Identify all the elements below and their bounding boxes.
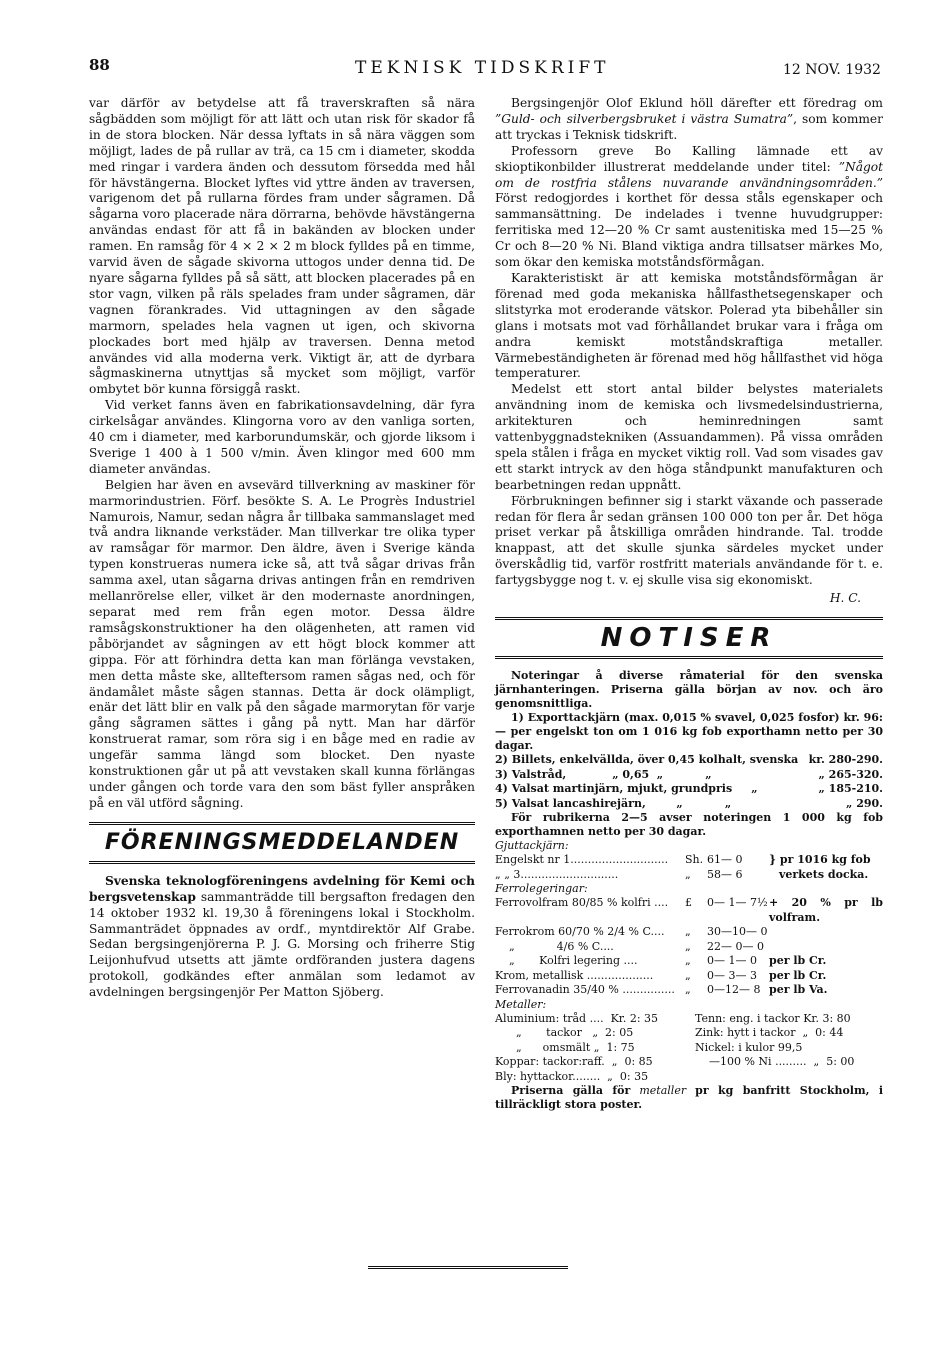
final-note-italic: metaller bbox=[639, 1084, 687, 1097]
table-row bbox=[495, 768, 883, 783]
cell-note: per lb Cr. bbox=[769, 968, 827, 982]
cell-value: 0—12— 8 bbox=[707, 983, 761, 996]
text: Först redogjordes i korthet för dessa ståls egenskaper och sammansättning. De indelades i tvenne huvudgrupper: ferritiska med 12—20 % Cr samt austenitiska med 15—25 % Cr och 8—20 % Ni. Bland viktiga andra tillsatser märkes Mo, som ökar den kemiska motståndsförmågan. bbox=[495, 191, 883, 270]
paragraph: Förbrukningen befinner sig i starkt växande och passerade redan för flera år sedan gränsen 100 000 ton per år. Det höga priset verkar på åtskilliga områden hindrande. Tal. trodde knappast, att det skulle sjunka särdeles mycket under överskådlig tid, varför rostfritt materials användande för t. e. fartygsbygge nog t. v. ej skulle visa sig ekonomiskt. bbox=[495, 493, 883, 588]
final-note-bold: Priserna gälla för bbox=[511, 1084, 631, 1097]
lecture-title: ”Något om de rostfria stålens nuvarande användningsområden.” bbox=[495, 159, 883, 190]
section-title: NOTISER bbox=[600, 623, 778, 653]
association-body: sammanträdde till bergsafton fredagen den 14 oktober 1932 kl. 19,30 å föreningens lokal i Stockholm. Sammanträdet öppnades av ordf., myntdirektör Alf Grabe. Sedan bergsingenjörerna P. J. G. Morsing och friherre Stig Leijonhufvud utsetts att jämte ordföranden justera dagens protokoll, godkändes efter anmälan som ledamot av avdelningen bergsingenjör Per Matton Sjöberg. bbox=[89, 889, 476, 1000]
journal-title: TEKNISK TIDSKRIFT bbox=[355, 58, 610, 78]
metaller-table bbox=[495, 1012, 883, 1085]
paragraph bbox=[495, 144, 883, 271]
signature: H. C. bbox=[829, 591, 861, 606]
cell-note: verkets docka. bbox=[779, 867, 869, 881]
table-row bbox=[495, 940, 883, 955]
cell-name: „ Kolfri legering .... bbox=[495, 954, 638, 967]
notiser-intro bbox=[495, 669, 883, 711]
cell-price: kr. 280-290. bbox=[808, 753, 883, 766]
table-row bbox=[495, 1041, 883, 1056]
cell-name: Ferrokrom 60/70 % 2/4 % C.... bbox=[495, 925, 665, 938]
section-header-foreningsmeddelanden bbox=[89, 822, 475, 864]
cell-note: } pr 1016 kg fob bbox=[769, 853, 871, 866]
cell-unit: „ bbox=[685, 939, 691, 953]
notiser-lead: Noteringar å diverse råmaterial för den svenska järnhanteringen. bbox=[495, 669, 883, 696]
cell-left: Koppar: tackor:raff. „ 0: 85 bbox=[495, 1055, 653, 1068]
issue-date: 12 NOV. 1932 bbox=[783, 62, 881, 78]
table-row bbox=[495, 1055, 883, 1070]
cell-value: 61— 0 bbox=[707, 853, 743, 866]
cell-price: „ 185-210. bbox=[818, 782, 883, 795]
cell-right bbox=[695, 1070, 883, 1085]
subhead-ferrolegeringar: Ferrolegeringar: bbox=[495, 882, 588, 895]
notiser-intro-text: Priserna gälla början av nov. och äro genomsnittliga. bbox=[495, 683, 884, 710]
cell-note bbox=[769, 925, 883, 940]
page-number: 88 bbox=[89, 56, 110, 74]
lecture-title: ”Guld- och silverbergsbruket i västra Sumatra” bbox=[495, 111, 794, 126]
cell-unit: Sh. bbox=[685, 853, 704, 866]
paragraph bbox=[495, 96, 883, 144]
cell-note: + 20 % pr lb volfram. bbox=[769, 896, 883, 924]
cell-name: Ferrovanadin 35/40 % ............... bbox=[495, 983, 675, 996]
cell-name: „ 4/6 % C.... bbox=[495, 939, 614, 953]
cell-name: Ferrovolfram 80/85 % kolfri .... bbox=[495, 896, 669, 909]
cell-name: Engelskt nr 1............................ bbox=[495, 853, 669, 866]
cell-unit: „ bbox=[685, 867, 691, 881]
cell-right: Tenn: eng. i tackor Kr. 3: 80 bbox=[695, 1011, 851, 1025]
price-list bbox=[495, 753, 883, 811]
cell-value: 0— 3— 3 bbox=[707, 968, 757, 982]
cell-note bbox=[769, 940, 883, 955]
table-row bbox=[495, 1070, 883, 1085]
final-note-rest: pr kg banfritt Stockholm, i tillräckligt stora poster. bbox=[495, 1084, 884, 1111]
cell-value: 0— 1— 0 bbox=[707, 954, 757, 967]
paragraph: Vid verket fanns även en fabrikationsavdelning, där fyra cirkelsågar användes. Klingorna voro av den vanliga sorten, 40 cm i diameter, med karborundumskär, och gjorde liksom i Sverige 1 400 à 1 500 v/min. Även klingor med 600 mm diameter användas. bbox=[89, 398, 475, 476]
price-item-1: 1) Exporttackjärn (max. 0,015 % svavel, 0,025 fosfor) kr. 96:— per engelskt ton om 1 016 kg fob exporthamn netto per 30 dagar. bbox=[495, 711, 883, 752]
association-lead: Svenska teknologföreningens avdelning för Kemi och bergsvetenskap bbox=[89, 873, 475, 904]
cell-name: Krom, metallisk ................... bbox=[495, 968, 654, 982]
table-row bbox=[495, 797, 883, 812]
cell-value: 0— 1— 7½ bbox=[707, 896, 768, 909]
cell-left: Bly: hyttackor........ „ 0: 35 bbox=[495, 1069, 649, 1083]
section-title: FÖRENINGSMEDDELANDEN bbox=[104, 829, 460, 855]
final-note bbox=[495, 1084, 883, 1112]
cell-right: Nickel: i kulor 99,5 bbox=[695, 1040, 803, 1054]
table-row bbox=[495, 896, 883, 925]
cell-left: „ tackor „ 2: 05 bbox=[495, 1026, 634, 1039]
table-row bbox=[495, 925, 883, 940]
paragraph: var därför av betydelse att få traverskraften så nära sågbädden som möjligt för att lätt och utan risk för skador få in de stora blocken. När dessa lyftats in så nära väggen som möjligt, lades de på rullar av trä, ca 15 cm i diameter, skodda med ringar i vardera änden och dessutom försedda med hål för hävstängerna. Blocket lyftes vid yttre änden av traversen, varigenom det på rullarna fördes fram under sågramen. Då sågarna voro placerade nära dörrarna, behövde hävstängerna användas endast för att få in bakänden av blocken under ramen. En ramsåg för 4 × 2 × 2 m block fylldes på en timme, varvid även de sågade skivorna uttogos under denna tid. De nyare sågarna fylldes på så sätt, att blocken placerades på en stor vagn, vilken på räls spelades fram under sågramen, där vagnen förankrades. Vid uttagningen av den sågade marmorn, spelades hela vagnen ut igen, och skivorna plockades bort med hjälp av traversen. Denna metod användes vid alla moderna verk. Viktigt är, att de dyrbara sågmaskinerna utnyttjas så mycket som möjligt, varför ombytet bör kunna försiggå raskt. bbox=[89, 96, 475, 397]
table-row bbox=[495, 853, 883, 868]
text: Bergsingenjör Olof Eklund höll därefter ett föredrag om bbox=[511, 96, 883, 110]
right-column bbox=[495, 96, 883, 1112]
paragraph: Medelst ett stort antal bilder belystes materialets användning inom de kemiska och livsmedelsindustrierna, arkitekturen och heminredningen samt vattenbyggnadstekniken (Assuandammen). På vissa områden spela stålen i fråga en mycket viktig roll. Vad som visades gav ett starkt intryck av den höga ståndpunkt manufakturen och bearbetningen redan uppnått. bbox=[495, 382, 883, 492]
cell-note: per lb Cr. bbox=[769, 954, 827, 967]
cell-right: —100 % Ni ......... „ 5: 00 bbox=[695, 1055, 855, 1068]
cell-label: 3) Valstråd, „ 0,65 „ „ bbox=[495, 767, 712, 781]
text: , som kommer att tryckas i Teknisk tidskrift. bbox=[495, 111, 883, 142]
left-column bbox=[89, 96, 475, 1001]
table-row bbox=[495, 753, 883, 768]
cell-unit: „ bbox=[685, 925, 691, 938]
cell-unit: „ bbox=[685, 954, 691, 967]
gjuttackjarn-table bbox=[495, 853, 883, 882]
subhead-gjuttackjarn: Gjuttackjärn: bbox=[495, 839, 569, 852]
cell-name: „ „ 3............................ bbox=[495, 867, 619, 881]
ferrolegeringar-table bbox=[495, 896, 883, 998]
bottom-rule bbox=[368, 1266, 568, 1269]
cell-price: „ 265-320. bbox=[818, 767, 883, 781]
cell-label: 2) Billets, enkelvällda, över 0,45 kolhalt, svenska bbox=[495, 753, 799, 766]
section-header-notiser bbox=[495, 617, 883, 659]
cell-label: 5) Valsat lancashirejärn, „ „ bbox=[495, 796, 732, 810]
cell-value: 30—10— 0 bbox=[707, 925, 768, 938]
table-row bbox=[495, 782, 883, 797]
text: Professorn greve Bo Kalling lämnade ett av skioptikonbilder illustrerat meddelande under titel: bbox=[495, 143, 883, 174]
association-paragraph bbox=[89, 874, 475, 1001]
cell-value: 58— 6 bbox=[707, 867, 743, 881]
table-row bbox=[495, 868, 883, 883]
table-row bbox=[495, 1012, 883, 1027]
cell-label: 4) Valsat martinjärn, mjukt, grundpris „ bbox=[495, 782, 758, 795]
table-row bbox=[495, 954, 883, 969]
cell-value: 22— 0— 0 bbox=[707, 939, 764, 953]
cell-unit: £ bbox=[685, 896, 692, 909]
cell-left: Aluminium: tråd .... Kr. 2: 35 bbox=[495, 1011, 659, 1025]
cell-left: „ omsmält „ 1: 75 bbox=[495, 1040, 635, 1054]
table-row bbox=[495, 983, 883, 998]
table-row bbox=[495, 969, 883, 984]
paragraph: Karakteristiskt är att kemiska motståndsförmågan är förenad med goda mekaniska hållfasthetsegenskaper och slitstyrka mot eroderande vätskor. Polerad yta bibehåller sin glans i motsats mot vad förhållandet brukar vara i fråga om andra kemiskt motståndskraftiga metaller. Värmebeständigheten är förenad med hög hållfasthet vid höga temperaturer. bbox=[495, 270, 883, 381]
cell-note: per lb Va. bbox=[769, 983, 828, 996]
paragraph: Belgien har även en avsevärd tillverkning av maskiner för marmorindustrien. Förf. besökte S. A. Le Progrès Industriel Namurois, Namur, sedan några år tillbaka sammanslaget med två andra liknande verkstäder. Man tillverkar tre olika typer av ramsågar för marmor. Den äldre, även i Sverige kända typen konstrueras numera icke så, att två sågar drivas från samma axel, utan sågarna drivas antingen från en remdriven mellanrörelse eller, vilket är den modernaste anordningen, separat med rem från egen motor. Dessa äldre ramsågskonstruktioner ha den olägenheten, att ramen vid påbörjandet av sågningen av ett högt block kommer att gippa. För att förhindra detta kan man förlänga vevstaken, men detta måste ske, allteftersom ramen sågas ned, och för ändamålet måste sågen stannas. Detta är dock olämpligt, enär det lätt blir en valk på den sågade marmorytan för varje gång sågramen sättes i gång på nytt. Man har därför konstruerat ramar, som röra sig i en båge med en radie av ungefär samma längd som blocket. Den nyaste konstruktionen går ut på att vevstaken skall kunna förlängas under gången och torde vara den som bäst fyller anspråken på en väl utförd sågning. bbox=[89, 477, 475, 810]
cell-right: Zink: hytt i tackor „ 0: 44 bbox=[695, 1026, 844, 1039]
rubric-note: För rubrikerna 2—5 avser noteringen 1 000 kg fob exporthamnen netto per 30 dagar. bbox=[495, 811, 883, 838]
subhead-metaller: Metaller: bbox=[495, 997, 547, 1011]
cell-price: „ 290. bbox=[846, 796, 883, 810]
cell-unit: „ bbox=[685, 968, 691, 982]
cell-unit: „ bbox=[685, 983, 691, 996]
table-row bbox=[495, 1026, 883, 1041]
